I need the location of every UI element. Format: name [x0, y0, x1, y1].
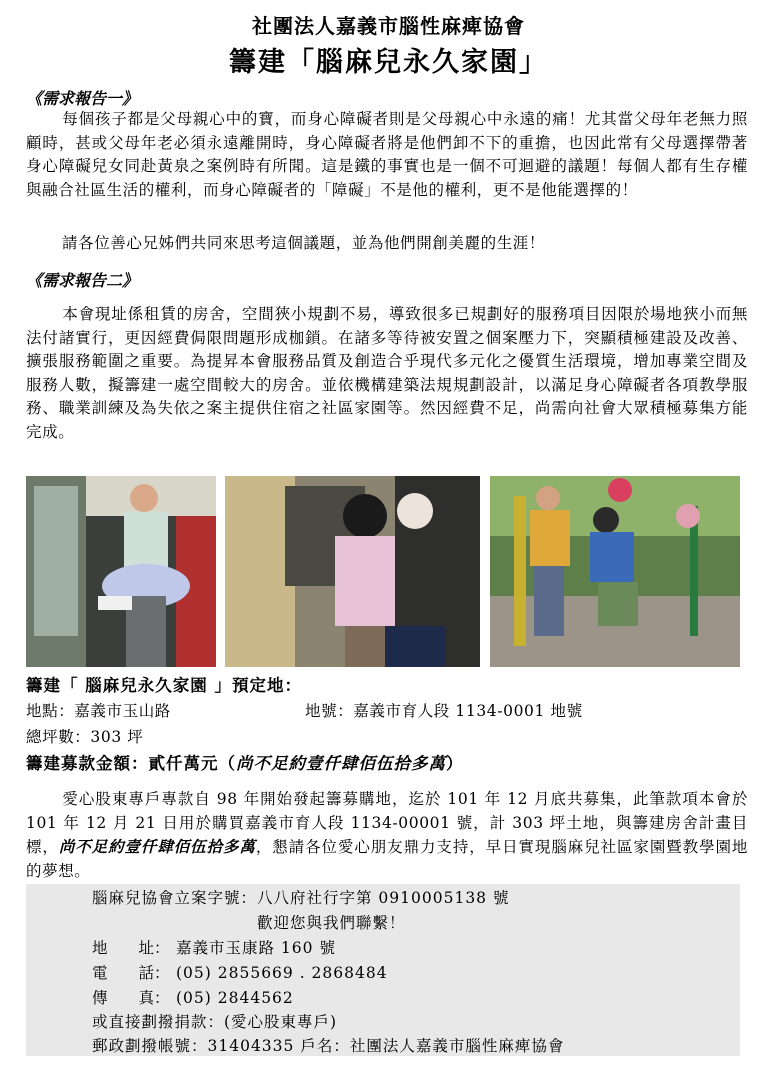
address-label: 地 址：: [92, 939, 170, 957]
page-title: 籌建「腦麻兒永久家園」: [229, 47, 548, 78]
phone-value: (05) 2855669 . 2868484: [176, 964, 388, 982]
fax-label: 傳 真：: [92, 989, 170, 1007]
fund-paragraph: [26, 788, 748, 883]
report-two-heading: 《需求報告二》: [26, 271, 139, 290]
permit-number: 腦麻兒協會立案字號：八八府社行字第 0910005138 號: [92, 889, 510, 907]
fund-shortfall: 尚不足約壹仟肆佰伍拾多萬: [58, 837, 256, 856]
report-one-paragraph: [26, 108, 748, 202]
goal-shortfall: 尚不足約壹仟肆佰伍拾多萬: [236, 754, 446, 773]
address-row: [92, 936, 336, 958]
fax-value: (05) 2844562: [176, 989, 294, 1007]
site-heading: 籌建「 腦麻兒永久家園 」預定地：: [26, 676, 302, 695]
fax-row: [92, 986, 294, 1008]
postal-account: 郵政劃撥帳號：31404335 戶名：社團法人嘉義市腦性麻痺協會: [92, 1037, 565, 1055]
report-one-heading: 《需求報告一》: [26, 89, 139, 108]
report-two-text: 本會現址係租賃的房舍，空間狹小規劃不易，導致很多已規劃好的服務項目因限於場地狹小而無法付諸實行，更因經費侷限問題形成枷鎖。在諸多等待被安置之個案壓力下，突顯積極建設及改善、擴張服務範圍之重要。為提昇本會服務品質及創造合乎現代多元化之優質生活環境，增加專業空間及服務人數，擬籌建一處空間較大的房舍。並依機構建築法規規劃設計，以滿足身心障礙者各項教學服務、職業訓練及為失依之案主提供住宿之社區家園等。然因經費不足，尚需向社會大眾積極募集方能完成。: [26, 305, 748, 441]
phone-row: [92, 961, 388, 983]
site-location: 地點：嘉義市玉山路: [26, 702, 171, 720]
address-value: 嘉義市玉康路 160 號: [176, 939, 336, 957]
fund-text-a: 愛心股東專戶專款自 98 年開始發起籌募購地，迄於 101 年 12 月底共募集，此筆款項本會於 101 年 12 月 21 日用於購買嘉義市育人段 1134-00001 號，計 303 坪土地，與籌建房舍計畫目標，: [26, 790, 748, 856]
contact-box: [26, 884, 740, 1056]
photo-bus-carry: [26, 476, 216, 667]
org-name: 社團法人嘉義市腦性麻痺協會: [252, 14, 525, 38]
report-two-paragraph: [26, 303, 748, 444]
fundraising-goal: [26, 750, 464, 774]
report-one-appeal: [26, 232, 748, 256]
photo-bus-hug: [225, 476, 480, 667]
site-area: 總坪數：303 坪: [26, 728, 144, 746]
direct-donation: 或直接劃撥捐款：(愛心股東專戶): [92, 1013, 338, 1031]
phone-label: 電 話：: [92, 964, 170, 982]
report-one-appeal-text: 請各位善心兄姊們共同來思考這個議題，並為他們開創美麗的生涯！: [62, 234, 546, 252]
photo-park-carry: [490, 476, 740, 667]
goal-label: 籌建募款金額：貳仟萬元（: [26, 754, 236, 773]
welcome-text: 歡迎您與我們聯繫！: [257, 914, 406, 932]
report-one-text: 每個孩子都是父母親心中的寶，而身心障礙者則是父母親心中永遠的痛！尤其當父母年老無力照顧時，甚或父母年老必須永遠離開時，身心障礙者將是他們卸不下的重擔，也因此常有父母選擇帶著身心障礙兒女同赴黃泉之案例時有所聞。這是鐵的事實也是一個不可迴避的議題！每個人都有生存權與融合社區生活的權利，而身心障礙者的「障礙」不是他的權利，更不是他能選擇的！: [26, 110, 748, 199]
goal-close: ）: [446, 754, 464, 773]
site-lot-number: 地號：嘉義市育人段 1134-0001 地號: [305, 702, 583, 720]
fund-text-c: ，懇請各位愛心朋友鼎力支持，早日實現腦麻兒社區家園暨教學園地的夢想。: [26, 838, 749, 880]
